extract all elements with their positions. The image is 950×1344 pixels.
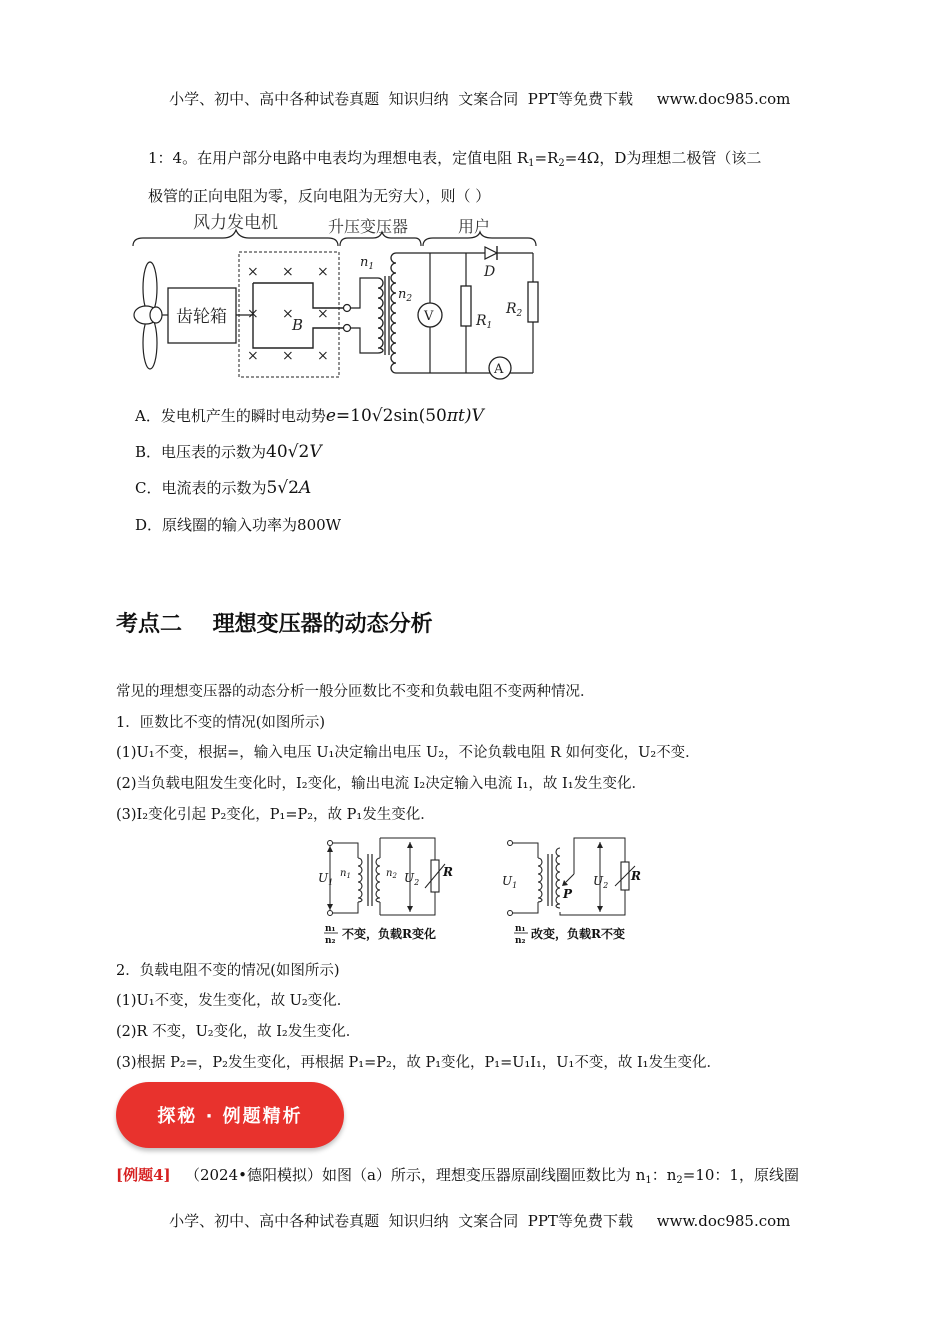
footer-url: www.doc985.com — [656, 1212, 791, 1230]
frac-bot-left: n₂ — [325, 936, 336, 946]
label-r-right: R — [631, 869, 641, 883]
question-text-c: =4Ω，D为理想二极管（该二 — [564, 149, 762, 167]
sub-r1: 1 — [528, 158, 535, 169]
option-c-text: C．电流表的示数为 — [135, 479, 267, 497]
diagram-fixed-load — [502, 838, 641, 946]
question-text-b: =R — [534, 149, 559, 167]
label-u1-right: $U_1$ — [502, 874, 518, 890]
label-u2-right: $U_2$ — [593, 874, 609, 890]
svg-text:×: × — [317, 348, 329, 364]
label-u1: $U_1$ — [318, 871, 334, 887]
case1-line1: (1)U₁不变，根据=，输入电压 U₁决定输出电压 U₂，不论负载电阻 R 如何变化，U₂不变． — [116, 745, 700, 761]
label-wind-generator: 风力发电机 — [193, 213, 278, 233]
svg-text:×: × — [282, 348, 294, 364]
svg-text:×: × — [282, 264, 294, 280]
footer-text: 小学、初中、高中各种试卷真题 知识归纳 文案合同 PPT等免费下载 — [169, 1212, 633, 1230]
option-a-formula: e=10√2sin(50πt)V — [325, 406, 484, 426]
svg-text:×: × — [247, 306, 259, 322]
svg-text:×: × — [247, 264, 259, 280]
diode-icon — [485, 247, 497, 259]
header-text: 小学、初中、高中各种试卷真题 知识归纳 文案合同 PPT等免费下载 — [169, 90, 633, 108]
label-r1: $R_1$ — [476, 313, 493, 331]
primary-coil — [378, 278, 383, 353]
svg-text:×: × — [247, 348, 259, 364]
example-banner: 探秘 · 例题精析 — [116, 1082, 344, 1148]
case1-title: 1．匝数比不变的情况(如图所示) — [116, 715, 326, 731]
option-c — [135, 477, 311, 498]
question-line-2: 极管的正向电阻为零，反向电阻为无穷大），则（ ） — [148, 187, 491, 205]
label-n1-left: $n_1$ — [340, 868, 351, 880]
page-footer — [0, 1192, 950, 1231]
option-c-formula: 5√2A — [266, 478, 312, 498]
label-r-left: R — [443, 865, 453, 879]
example-line: [例题4] （2024•德阳模拟）如图（a）所示，理想变压器原副线圈匝数比为 $n_1$：$n_2=10$：1，原线圈 — [116, 1166, 799, 1186]
caption-right: 改变，负载R不变 — [531, 927, 625, 941]
resistor-r1 — [461, 286, 471, 326]
label-p-right: P — [563, 887, 573, 901]
option-b-text: B．电压表的示数为 — [135, 443, 267, 461]
field-x-marks — [247, 264, 329, 364]
ammeter-label: A — [494, 362, 504, 377]
label-diode: D — [484, 264, 496, 280]
header-url: www.doc985.com — [656, 90, 791, 108]
secondary-coil — [391, 253, 396, 373]
svg-text:×: × — [317, 264, 329, 280]
svg-text:×: × — [317, 306, 329, 322]
option-a-text: A．发电机产生的瞬时电动势 — [135, 407, 326, 425]
question-line-1 — [148, 147, 761, 169]
case1-line3: (3)I₂变化引起 P₂变化，P₁=P₂，故 P₁发生变化． — [116, 807, 435, 823]
example-label: [例题4] — [116, 1166, 171, 1184]
frac-top-left: n₁ — [325, 924, 336, 934]
label-u2-left: $U_2$ — [404, 871, 420, 887]
label-user: 用户 — [458, 217, 491, 236]
option-a — [135, 405, 484, 426]
voltmeter-label: V — [424, 309, 434, 324]
intro-text: 常见的理想变压器的动态分析一般分匝数比不变和负载电阻不变两种情况． — [116, 684, 595, 700]
label-n2: $n_2$ — [398, 287, 413, 304]
label-r2: $R_2$ — [506, 301, 523, 319]
wind-generator-circuit-figure — [128, 208, 548, 380]
label-step-up-transformer: 升压变压器 — [328, 217, 409, 236]
label-n2-left: $n_2$ — [386, 868, 397, 880]
question-text-a: 1：4。在用户部分电路中电表均为理想电表，定值电阻 R — [148, 149, 529, 167]
option-b-formula: 40√2V — [266, 442, 322, 462]
frac-bot-right: n₂ — [515, 936, 526, 946]
gearbox-label: 齿轮箱 — [176, 307, 227, 327]
label-n1: $n_1$ — [360, 255, 375, 272]
field-label-b: B — [292, 316, 304, 334]
option-d: D．原线圈的输入功率为800W — [135, 516, 342, 534]
option-b — [135, 441, 322, 462]
section-title: 考点二 理想变压器的动态分析 — [116, 612, 433, 637]
example-text: （2024•德阳模拟）如图（a）所示，理想变压器原副线圈匝数比为 n — [184, 1166, 646, 1184]
propeller-icon — [134, 262, 162, 369]
sub-r2: 2 — [558, 158, 565, 169]
resistor-r2 — [528, 282, 538, 322]
case2-line2: (2)R 不变，U₂变化，故 I₂发生变化． — [116, 1024, 361, 1040]
transformer-cases-figure — [310, 830, 650, 948]
frac-top-right: n₁ — [515, 924, 526, 934]
case2-line3: (3)根据 P₂=，P₂发生变化，再根据 P₁=P₂，故 P₁变化，P₁=U₁I₁，U₁不变，故 I₁发生变化． — [116, 1055, 721, 1071]
svg-text:×: × — [282, 306, 294, 322]
case1-line2: (2)当负载电阻发生变化时，I₂变化，输出电流 I₂决定输入电流 I₁，故 I₁发生变化． — [116, 776, 647, 792]
diagram-fixed-ratio — [318, 838, 453, 946]
case2-title: 2．负载电阻不变的情况(如图所示) — [116, 963, 340, 979]
page-header — [0, 70, 950, 109]
caption-left: 不变，负载R变化 — [342, 927, 436, 941]
case2-line1: (1)U₁不变，发生变化，故 U₂变化． — [116, 993, 352, 1009]
